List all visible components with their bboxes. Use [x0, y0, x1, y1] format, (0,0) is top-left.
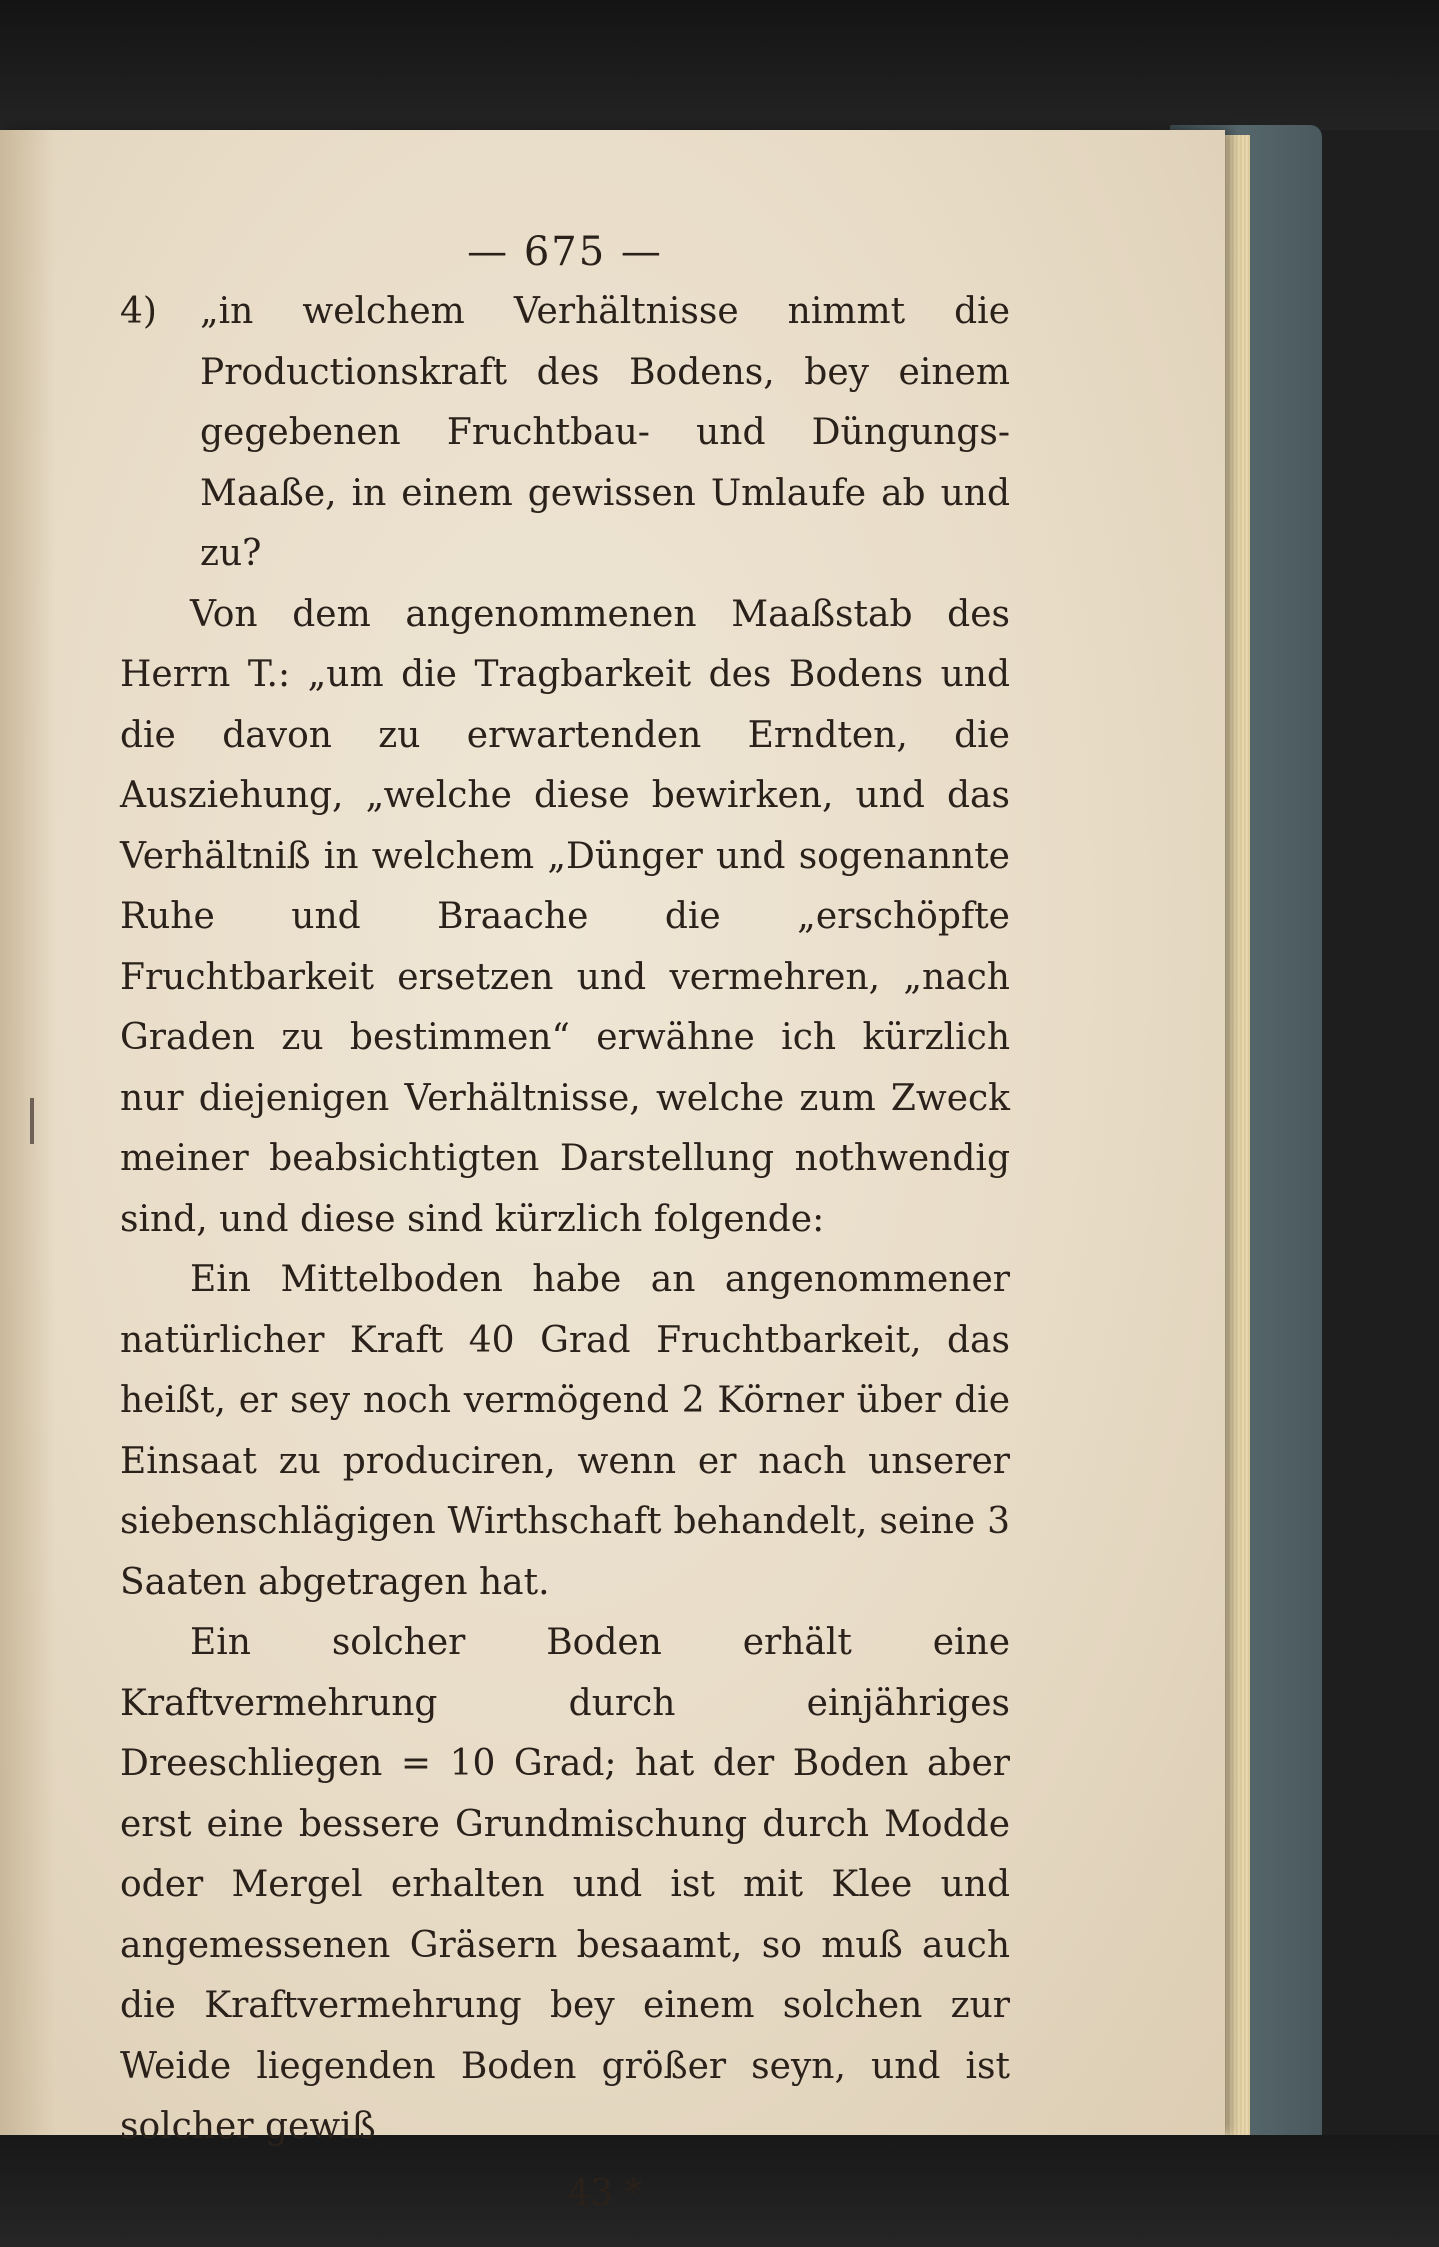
page-gutter-shadow [0, 130, 55, 2135]
page-header: — 675 — [467, 229, 663, 275]
page-text [120, 222, 1010, 2224]
printer-signature: 43 * [567, 2172, 643, 2214]
paragraph-question [120, 282, 1010, 585]
paragraph-measure: Von dem angenommenen Maaßstab des Herrn T.: „um die Tragbarkeit des Bodens und die davon zu erwartenden Erndten, die Ausziehung, „welche diese bewirken, und das Verhältniß in welchem „Dünger und sogenannte Ruhe und Braache die „erschöpfte Fruchtbarkeit ersetzen und vermehren, „nach Graden zu bestimmen“ erwähne ich kürzlich nur diejenigen Verhältnisse, welche zum Zweck meiner beabsichtigten Darstellung nothwendig sind, und diese sind kürzlich folgende: [120, 593, 1010, 1240]
background-top [0, 0, 1439, 130]
paragraph-soil-increase: Ein solcher Boden erhält eine Kraftvermehrung durch einjähriges Dreeschliegen = 10 Grad; hat der Boden aber erst eine bessere Grundmischung durch Modde oder Mergel erhalten und ist mit Klee und angemessenen Gräsern besaamt, so muß auch die Kraftvermehrung bey einem solchen zur Weide liegenden Boden größer seyn, und ist solcher gewiß [120, 1622, 1010, 2147]
paragraph-question-text: „in welchem Verhältnisse nimmt die Productionskraft des Bodens, bey einem gegebenen Fruchtbau- und Düngungs-Maaße, in einem gewissen Umlaufe ab und zu? [200, 291, 1010, 574]
item-number: 4) [120, 291, 157, 332]
margin-mark [30, 1098, 34, 1144]
paragraph-middle-soil: Ein Mittelboden habe an angenommener natürlicher Kraft 40 Grad Fruchtbarkeit, das heißt, er sey noch vermögend 2 Körner über die Einsaat zu produciren, wenn er nach unserer siebenschlägigen Wirthschaft behandelt, seine 3 Saaten abgetragen hat. [120, 1259, 1010, 1603]
